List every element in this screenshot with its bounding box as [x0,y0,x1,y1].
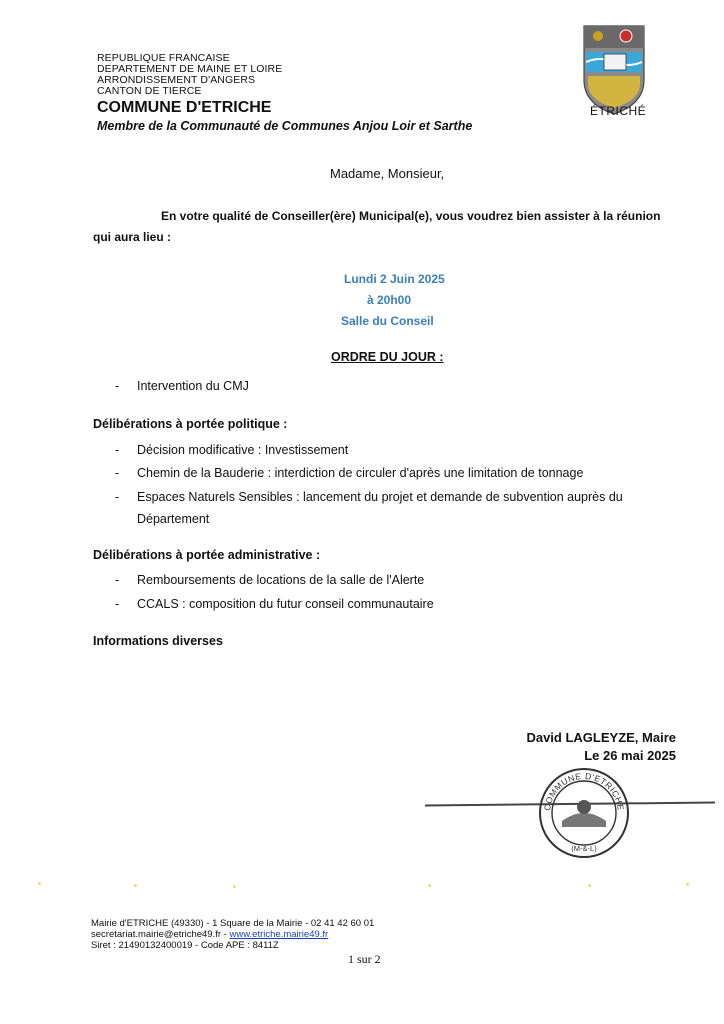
admin-line: CANTON DE TIERCE [97,85,202,97]
stamp-subtext: (M-&-L) [571,844,597,853]
scan-speck [38,882,41,885]
list-item-continuation: Département [137,512,210,526]
list-item [115,462,675,484]
list-item-text: Chemin de la Bauderie : interdiction de circuler d'après une limitation de tonnage [137,466,584,480]
admin-line: DEPARTEMENT DE MAINE ET LOIRE [97,63,283,75]
mayor-name: David LAGLEYZE, Maire [526,730,676,745]
list-item-text: CCALS : composition du futur conseil communautaire [137,597,434,611]
intro-line: En votre qualité de Conseiller(ère) Municipal(e), vous voudrez bien assister à la réunion [161,209,661,223]
signatory [526,729,676,765]
scan-speck [588,884,591,887]
official-stamp [536,765,632,861]
scan-speck [686,883,689,886]
meeting-place: Salle du Conseil [341,314,434,328]
website-link[interactable]: www.etriche.mairie49.fr [229,929,329,940]
footer-address: Mairie d'ETRICHE (49330) - 1 Square de la Mairie - 02 41 42 60 01 [91,918,375,929]
list-item-text: Remboursements de locations de la salle de l'Alerte [137,573,425,587]
meeting-time: à 20h00 [367,293,412,307]
scan-speck [134,884,137,887]
agenda-title: ORDRE DU JOUR : [331,350,444,364]
list-dash: - [115,466,120,480]
scan-speck [428,884,431,887]
footer-contact [91,929,374,940]
commune-name: COMMUNE D'ETRICHE [97,99,272,116]
signature-date: Le 26 mai 2025 [584,748,676,763]
footer-separator: - [221,929,230,940]
intro-line: qui aura lieu : [93,230,172,244]
footer-email: secretariat.mairie@etriche49.fr [91,929,222,940]
list-item-text: Espaces Naturels Sensibles : lancement du projet et demande de subvention auprès du [137,490,623,504]
page-number: 1 sur 2 [348,952,381,966]
list-dash: - [115,443,120,457]
list-dash: - [115,597,120,611]
scan-speck [233,885,236,888]
admin-section-title: Délibérations à portée administrative : [93,548,321,562]
community-membership: Membre de la Communauté de Communes Anjou Loir et Sarthe [97,119,473,133]
letterhead [97,53,472,134]
admin-line: ARRONDISSEMENT D'ANGERS [97,74,256,86]
footer [91,918,374,951]
list-item-text: Décision modificative : Investissement [137,443,349,457]
meeting-date: Lundi 2 Juin 2025 [344,272,445,286]
salutation: Madame, Monsieur, [330,166,445,181]
list-item [115,593,675,615]
stamp-text: COMMUNE D'ETRICHE [541,770,626,812]
list-dash: - [115,379,120,393]
footer-siret: Siret : 21490132400019 - Code APE : 8411Z [91,940,279,951]
list-item [115,486,675,530]
list-item [115,569,675,591]
crest-label: ÉTRICHÉ [590,104,647,118]
list-dash: - [115,573,120,587]
political-section-title: Délibérations à portée politique : [93,417,288,431]
list-item [115,375,675,397]
misc-section-title: Informations diverses [93,634,223,648]
list-item [115,439,675,461]
intro-paragraph [93,206,673,248]
list-dash: - [115,490,120,504]
list-item-text: Intervention du CMJ [137,379,249,393]
admin-line: REPUBLIQUE FRANCAISE [97,52,230,64]
